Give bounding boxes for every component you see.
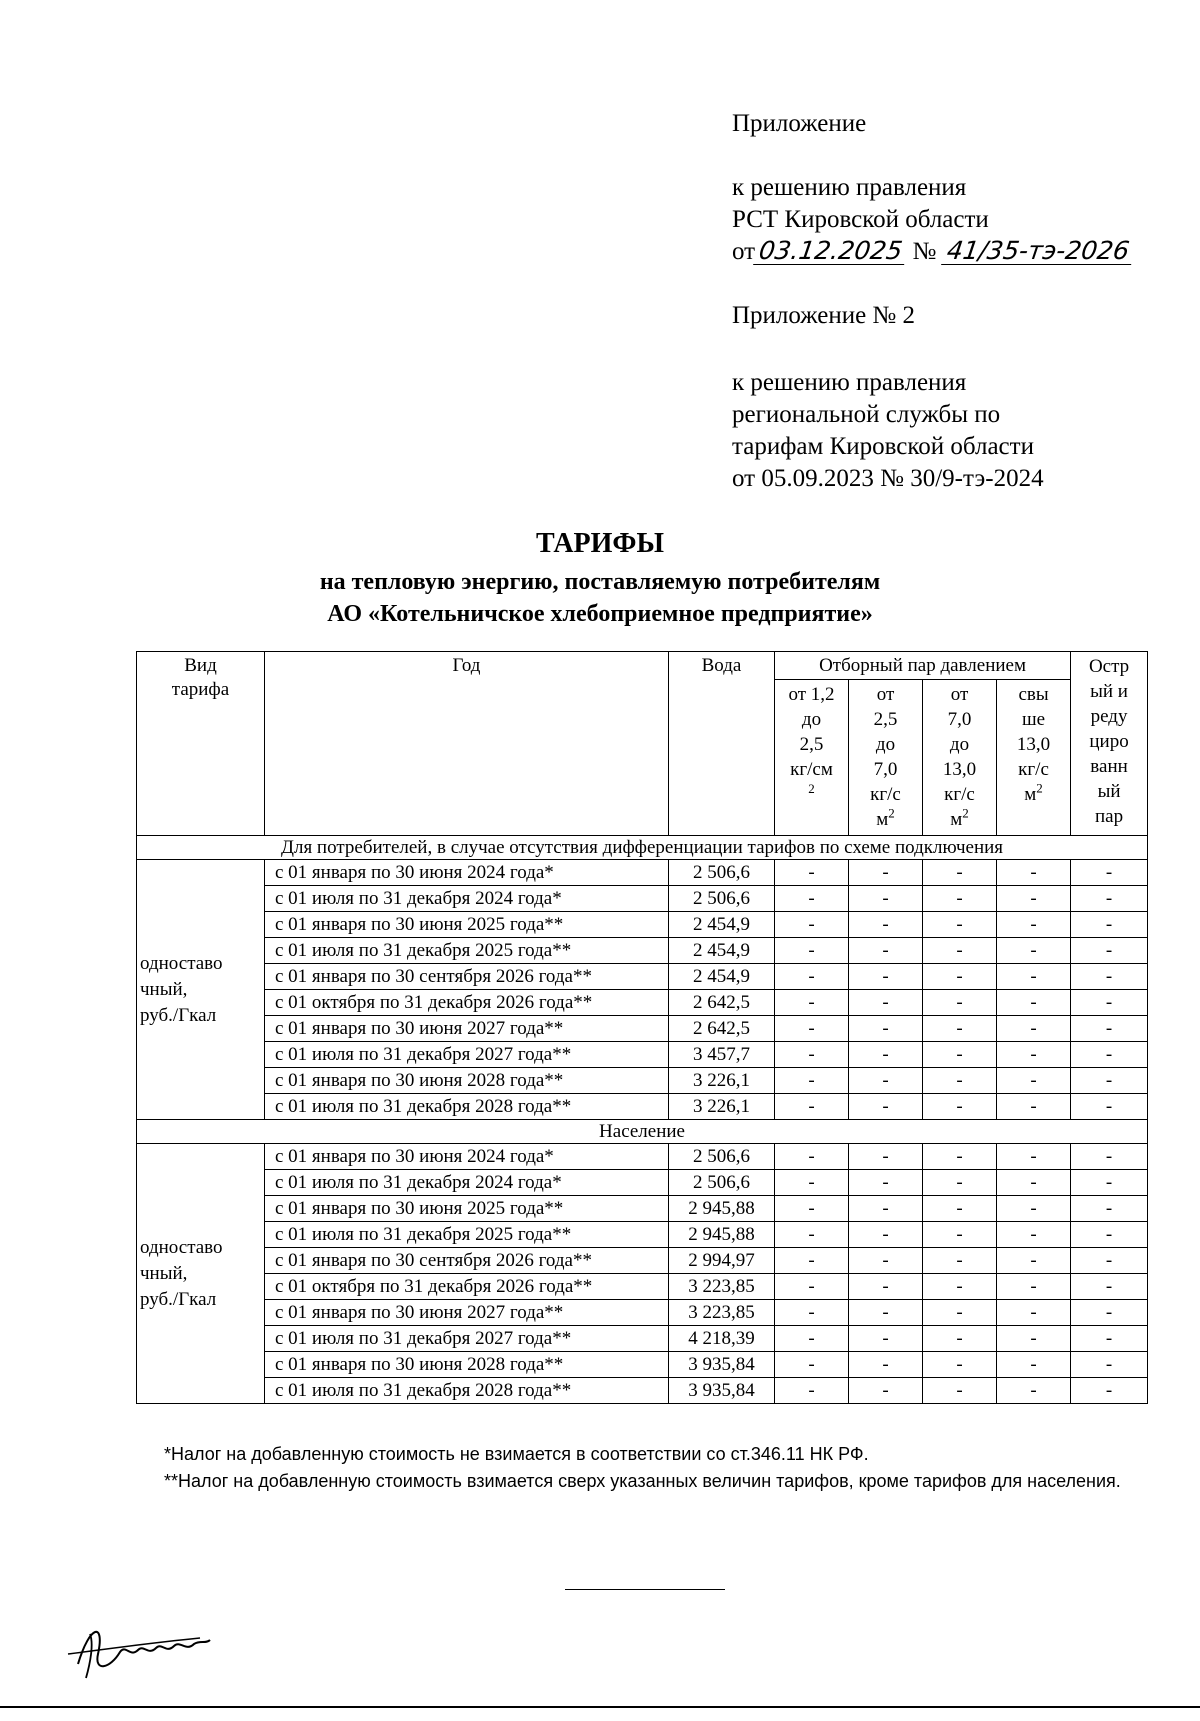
appendix2-header	[732, 300, 915, 332]
steam-tariff-cell: -	[775, 1300, 849, 1326]
header-line: ше	[1021, 709, 1046, 730]
table-row	[137, 1352, 1148, 1378]
period-cell: с 01 января по 30 июня 2024 года*	[265, 1144, 669, 1170]
steam-tariff-cell: -	[775, 1042, 849, 1068]
table-row	[137, 1016, 1148, 1042]
group-title: Население	[137, 1120, 1148, 1144]
header-line: от	[876, 684, 895, 705]
header-steam-p4	[997, 680, 1071, 836]
steam-tariff-cell: -	[1071, 1326, 1148, 1352]
steam-tariff-cell: -	[849, 1274, 923, 1300]
separator-line	[565, 1589, 725, 1590]
period-cell: с 01 октября по 31 декабря 2026 года**	[265, 990, 669, 1016]
steam-tariff-cell: -	[775, 1378, 849, 1404]
period-cell: с 01 июля по 31 декабря 2027 года**	[265, 1042, 669, 1068]
prev-ref-line4: от 05.09.2023 № 30/9-тэ-2024	[732, 465, 1044, 492]
steam-tariff-cell: -	[997, 1222, 1071, 1248]
header-line: кг/с	[1018, 759, 1049, 780]
header-line: до	[801, 709, 822, 730]
table-row	[137, 1068, 1148, 1094]
steam-tariff-cell: -	[849, 938, 923, 964]
group-title: Для потребителей, в случае отсутствия дифференциации тарифов по схеме подключения	[137, 836, 1148, 860]
steam-tariff-cell: -	[997, 860, 1071, 886]
steam-tariff-cell: -	[1071, 912, 1148, 938]
steam-tariff-cell: -	[997, 1016, 1071, 1042]
steam-tariff-cell: -	[1071, 1068, 1148, 1094]
header-line: реду	[1090, 706, 1128, 727]
water-tariff-cell: 3 223,85	[669, 1300, 775, 1326]
table-row	[137, 1248, 1148, 1274]
steam-tariff-cell: -	[1071, 1352, 1148, 1378]
steam-tariff-cell: -	[775, 1248, 849, 1274]
period-cell: с 01 января по 30 июня 2024 года*	[265, 860, 669, 886]
table-row	[137, 1042, 1148, 1068]
steam-tariff-cell: -	[997, 1170, 1071, 1196]
steam-tariff-cell: -	[849, 886, 923, 912]
steam-tariff-cell: -	[923, 1352, 997, 1378]
table-row	[137, 860, 1148, 886]
steam-tariff-cell: -	[849, 1042, 923, 1068]
steam-tariff-cell: -	[849, 1068, 923, 1094]
handwritten-decision-number: 41/35-тэ-2026	[941, 238, 1135, 265]
water-tariff-cell: 2 994,97	[669, 1248, 775, 1274]
steam-tariff-cell: -	[923, 1144, 997, 1170]
steam-tariff-cell: -	[849, 1378, 923, 1404]
steam-tariff-cell: -	[923, 1222, 997, 1248]
header-line: до	[949, 734, 970, 755]
water-tariff-cell: 2 454,9	[669, 964, 775, 990]
tariff-kind-line: руб./Гкал	[140, 1004, 217, 1026]
header-superscript: 2	[962, 805, 969, 821]
steam-tariff-cell: -	[1071, 1042, 1148, 1068]
table-row	[137, 1274, 1148, 1300]
tariff-table	[136, 651, 1148, 1404]
steam-tariff-cell: -	[775, 1068, 849, 1094]
water-tariff-cell: 3 226,1	[669, 1068, 775, 1094]
header-line: кг/с	[870, 784, 901, 805]
table-row	[137, 1196, 1148, 1222]
steam-tariff-cell: -	[775, 886, 849, 912]
table-row	[137, 1326, 1148, 1352]
steam-tariff-cell: -	[849, 1016, 923, 1042]
table-row	[137, 1144, 1148, 1170]
water-tariff-cell: 2 506,6	[669, 1170, 775, 1196]
header-year: Год	[265, 652, 669, 836]
steam-tariff-cell: -	[997, 886, 1071, 912]
steam-tariff-cell: -	[849, 964, 923, 990]
steam-tariff-cell: -	[923, 964, 997, 990]
steam-tariff-cell: -	[923, 1248, 997, 1274]
table-row	[137, 938, 1148, 964]
steam-tariff-cell: -	[775, 1352, 849, 1378]
header-line: свы	[1018, 684, 1049, 705]
header-steam-group: Отборный пар давлением	[775, 652, 1071, 680]
tariff-kind-line: руб./Гкал	[140, 1288, 217, 1310]
steam-tariff-cell: -	[849, 1196, 923, 1222]
steam-tariff-cell: -	[923, 1042, 997, 1068]
steam-tariff-cell: -	[923, 1068, 997, 1094]
period-cell: с 01 января по 30 июня 2028 года**	[265, 1352, 669, 1378]
tariff-kind-line: одноставо	[140, 952, 223, 974]
period-cell: с 01 января по 30 сентября 2026 года**	[265, 1248, 669, 1274]
steam-tariff-cell: -	[775, 1222, 849, 1248]
table-row	[137, 1170, 1148, 1196]
footnotes	[150, 1441, 1140, 1495]
steam-tariff-cell: -	[775, 1016, 849, 1042]
period-cell: с 01 января по 30 июня 2028 года**	[265, 1068, 669, 1094]
steam-tariff-cell: -	[1071, 1378, 1148, 1404]
table-row	[137, 1378, 1148, 1404]
header-steam-p1	[775, 680, 849, 836]
header-line: от	[950, 684, 969, 705]
appendix-title: Приложение	[732, 110, 867, 137]
water-tariff-cell: 2 945,88	[669, 1222, 775, 1248]
steam-tariff-cell: -	[923, 1196, 997, 1222]
steam-tariff-cell: -	[923, 1274, 997, 1300]
table-row	[137, 1300, 1148, 1326]
header-line: ый и	[1090, 681, 1128, 702]
steam-tariff-cell: -	[849, 990, 923, 1016]
header-steam-p2	[849, 680, 923, 836]
header-line: от 1,2	[788, 684, 835, 705]
steam-tariff-cell: -	[775, 1196, 849, 1222]
period-cell: с 01 июля по 31 декабря 2025 года**	[265, 1222, 669, 1248]
footnote-2: **Налог на добавленную стоимость взимается сверх указанных величин тарифов, кроме тарифов для населения.	[164, 1471, 1121, 1491]
steam-tariff-cell: -	[1071, 990, 1148, 1016]
appendix-header	[732, 108, 866, 140]
steam-tariff-cell: -	[849, 1222, 923, 1248]
steam-tariff-cell: -	[775, 1094, 849, 1120]
water-tariff-cell: 2 506,6	[669, 860, 775, 886]
document-subtitle	[0, 566, 1200, 630]
table-row	[137, 964, 1148, 990]
table-row	[137, 912, 1148, 938]
header-line: 2,5	[799, 734, 824, 755]
steam-tariff-cell: -	[849, 1144, 923, 1170]
steam-tariff-cell: -	[1071, 964, 1148, 990]
steam-tariff-cell: -	[923, 1326, 997, 1352]
steam-tariff-cell: -	[775, 938, 849, 964]
header-line: циро	[1089, 731, 1129, 752]
header-line: кг/с	[944, 784, 975, 805]
number-prefix: №	[912, 238, 937, 265]
period-cell: с 01 июля по 31 декабря 2028 года**	[265, 1094, 669, 1120]
period-cell: с 01 января по 30 сентября 2026 года**	[265, 964, 669, 990]
period-cell: с 01 июля по 31 декабря 2028 года**	[265, 1378, 669, 1404]
steam-tariff-cell: -	[997, 1326, 1071, 1352]
steam-tariff-cell: -	[923, 912, 997, 938]
header-line: 7,0	[873, 759, 898, 780]
period-cell: с 01 июля по 31 декабря 2025 года**	[265, 938, 669, 964]
prev-ref-line3: тарифам Кировской области	[732, 433, 1034, 460]
from-prefix: от	[732, 238, 756, 265]
table-row	[137, 990, 1148, 1016]
period-cell: с 01 января по 30 июня 2027 года**	[265, 1300, 669, 1326]
decision-ref-date-line	[732, 236, 1133, 268]
steam-tariff-cell: -	[775, 1274, 849, 1300]
header-tariff-kind: Вид тарифа	[137, 652, 265, 836]
handwritten-decision-date: 03.12.2025	[753, 238, 908, 265]
water-tariff-cell: 4 218,39	[669, 1326, 775, 1352]
header-line: 13,0	[1016, 734, 1051, 755]
decision-ref-line1: к решению правления	[732, 174, 967, 201]
steam-tariff-cell: -	[923, 1300, 997, 1326]
tariff-kind-line: чный,	[140, 978, 188, 1000]
steam-tariff-cell: -	[849, 912, 923, 938]
water-tariff-cell: 3 935,84	[669, 1378, 775, 1404]
steam-tariff-cell: -	[997, 990, 1071, 1016]
header-unit: $м^2$	[876, 805, 895, 830]
tariff-kind-line: одноставо	[140, 1236, 223, 1258]
header-line: пар	[1094, 806, 1124, 827]
steam-tariff-cell: -	[1071, 938, 1148, 964]
steam-tariff-cell: -	[923, 886, 997, 912]
group-row	[137, 1120, 1148, 1144]
subtitle-line2: АО «Котельничское хлебоприемное предприятие»	[327, 601, 873, 627]
steam-tariff-cell: -	[849, 1248, 923, 1274]
steam-tariff-cell: -	[849, 1170, 923, 1196]
steam-tariff-cell: -	[923, 1170, 997, 1196]
header-line: 13,0	[942, 759, 977, 780]
steam-tariff-cell: -	[1071, 1016, 1148, 1042]
steam-tariff-cell: -	[775, 912, 849, 938]
table-row	[137, 886, 1148, 912]
tariff-kind-cell	[137, 860, 265, 1120]
header-line: ванн	[1090, 756, 1128, 777]
steam-tariff-cell: -	[923, 990, 997, 1016]
steam-tariff-cell: -	[849, 860, 923, 886]
steam-tariff-cell: -	[1071, 1274, 1148, 1300]
steam-tariff-cell: -	[775, 990, 849, 1016]
steam-tariff-cell: -	[1071, 1094, 1148, 1120]
steam-tariff-cell: -	[775, 1144, 849, 1170]
header-live-steam	[1071, 652, 1148, 836]
steam-tariff-cell: -	[997, 1352, 1071, 1378]
steam-tariff-cell: -	[997, 1274, 1071, 1300]
period-cell: с 01 июля по 31 декабря 2024 года*	[265, 1170, 669, 1196]
header-line: ый	[1097, 781, 1121, 802]
steam-tariff-cell: -	[849, 1300, 923, 1326]
period-cell: с 01 июля по 31 декабря 2024 года*	[265, 886, 669, 912]
water-tariff-cell: 2 506,6	[669, 886, 775, 912]
steam-tariff-cell: -	[849, 1352, 923, 1378]
header-unit: $м^2$	[950, 805, 969, 830]
steam-tariff-cell: -	[997, 938, 1071, 964]
footnote-1: *Налог на добавленную стоимость не взимается в соответствии со ст.346.11 НК РФ.	[164, 1444, 869, 1464]
period-cell: с 01 января по 30 июня 2027 года**	[265, 1016, 669, 1042]
steam-tariff-cell: -	[1071, 1196, 1148, 1222]
header-line: до	[875, 734, 896, 755]
steam-tariff-cell: -	[923, 1378, 997, 1404]
steam-tariff-cell: -	[1071, 860, 1148, 886]
steam-tariff-cell: -	[997, 1300, 1071, 1326]
steam-tariff-cell: -	[997, 1094, 1071, 1120]
steam-tariff-cell: -	[1071, 1248, 1148, 1274]
steam-tariff-cell: -	[1071, 1222, 1148, 1248]
period-cell: с 01 октября по 31 декабря 2026 года**	[265, 1274, 669, 1300]
water-tariff-cell: 2 454,9	[669, 912, 775, 938]
water-tariff-cell: 2 642,5	[669, 990, 775, 1016]
steam-tariff-cell: -	[923, 1094, 997, 1120]
steam-tariff-cell: -	[997, 1144, 1071, 1170]
tariff-kind-cell	[137, 1144, 265, 1404]
tariff-kind-line: чный,	[140, 1262, 188, 1284]
table-row	[137, 1222, 1148, 1248]
steam-tariff-cell: -	[923, 1016, 997, 1042]
header-superscript: 2	[808, 781, 815, 796]
water-tariff-cell: 3 226,1	[669, 1094, 775, 1120]
decision-reference	[732, 172, 1133, 268]
decision-ref-line2: РСТ Кировской области	[732, 206, 989, 233]
header-line: кг/см	[790, 759, 833, 780]
water-tariff-cell: 3 935,84	[669, 1352, 775, 1378]
header-water: Вода	[669, 652, 775, 836]
period-cell: с 01 января по 30 июня 2025 года**	[265, 912, 669, 938]
water-tariff-cell: 3 223,85	[669, 1274, 775, 1300]
steam-tariff-cell: -	[775, 964, 849, 990]
steam-tariff-cell: -	[775, 860, 849, 886]
steam-tariff-cell: -	[923, 938, 997, 964]
steam-tariff-cell: -	[1071, 1170, 1148, 1196]
steam-tariff-cell: -	[997, 964, 1071, 990]
header-line: 2,5	[873, 709, 898, 730]
prev-ref-line1: к решению правления	[732, 369, 967, 396]
signature-icon	[60, 1614, 220, 1684]
steam-tariff-cell: -	[849, 1326, 923, 1352]
header-superscript: 2	[888, 805, 895, 821]
water-tariff-cell: 2 945,88	[669, 1196, 775, 1222]
steam-tariff-cell: -	[923, 860, 997, 886]
steam-tariff-cell: -	[997, 1378, 1071, 1404]
steam-tariff-cell: -	[997, 912, 1071, 938]
header-line: 7,0	[947, 709, 972, 730]
document-title: ТАРИФЫ	[536, 528, 664, 559]
previous-decision-reference	[732, 367, 1044, 495]
bottom-rule	[0, 1706, 1200, 1708]
water-tariff-cell: 3 457,7	[669, 1042, 775, 1068]
header-line: Остр	[1088, 656, 1130, 677]
steam-tariff-cell: -	[997, 1196, 1071, 1222]
header-superscript: 2	[1036, 780, 1043, 796]
period-cell: с 01 января по 30 июня 2025 года**	[265, 1196, 669, 1222]
group-row	[137, 836, 1148, 860]
steam-tariff-cell: -	[775, 1170, 849, 1196]
prev-ref-line2: региональной службы по	[732, 401, 1001, 428]
water-tariff-cell: 2 454,9	[669, 938, 775, 964]
steam-tariff-cell: -	[849, 1094, 923, 1120]
subtitle-line1: на тепловую энергию, поставляемую потребителям	[319, 569, 881, 595]
table-row	[137, 1094, 1148, 1120]
water-tariff-cell: 2 642,5	[669, 1016, 775, 1042]
period-cell: с 01 июля по 31 декабря 2027 года**	[265, 1326, 669, 1352]
steam-tariff-cell: -	[997, 1248, 1071, 1274]
appendix2-title: Приложение № 2	[732, 302, 916, 329]
steam-tariff-cell: -	[1071, 1300, 1148, 1326]
water-tariff-cell: 2 506,6	[669, 1144, 775, 1170]
header-steam-p3	[923, 680, 997, 836]
header-unit: $м^2$	[1024, 780, 1043, 805]
tariff-table-body	[137, 836, 1148, 1404]
steam-tariff-cell: -	[1071, 886, 1148, 912]
steam-tariff-cell: -	[997, 1068, 1071, 1094]
steam-tariff-cell: -	[1071, 1144, 1148, 1170]
steam-tariff-cell: -	[997, 1042, 1071, 1068]
steam-tariff-cell: -	[775, 1326, 849, 1352]
